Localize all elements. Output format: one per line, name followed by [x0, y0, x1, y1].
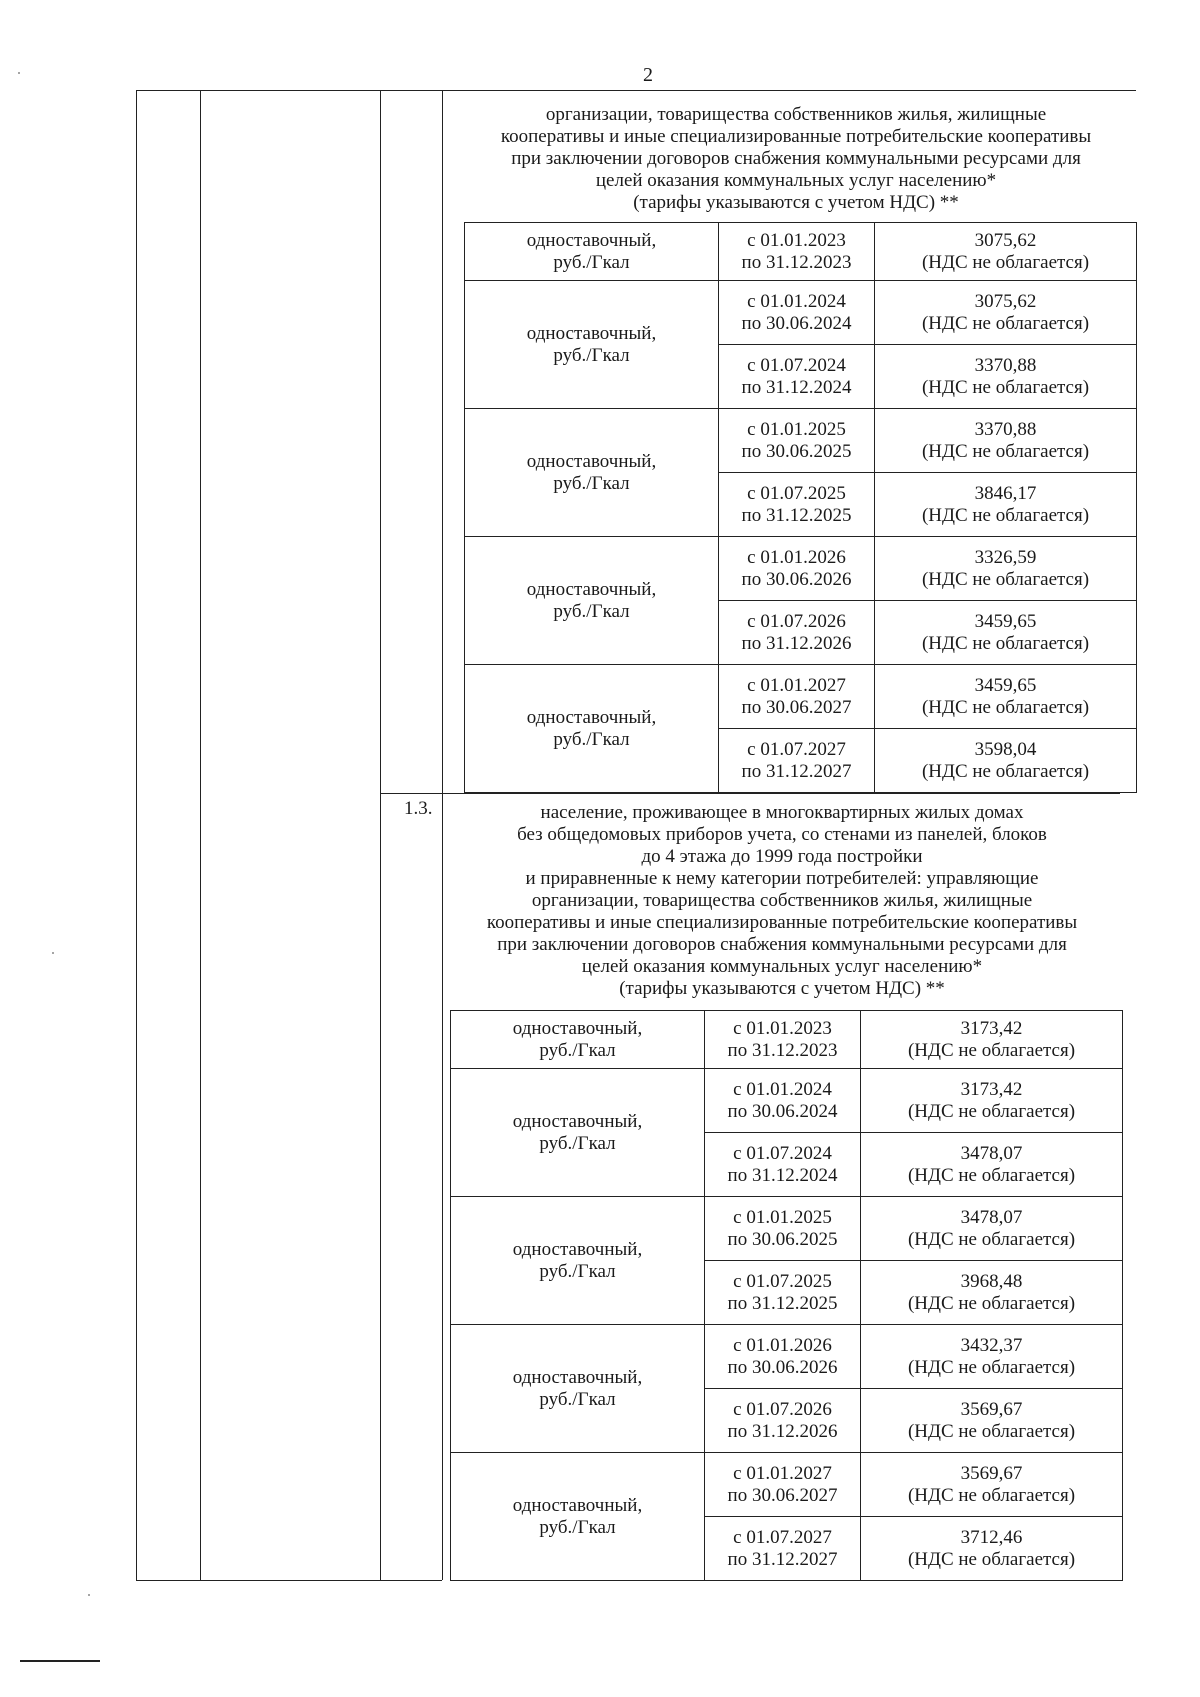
- tariff-value: 3075,62: [974, 229, 1037, 251]
- bottom-rule: [20, 1660, 100, 1662]
- period-from: с 01.01.2026: [747, 546, 846, 568]
- period-to: по 30.06.2027: [727, 1484, 838, 1506]
- heading-line: кооперативы и иные специализированные потребительские кооперативы: [486, 912, 1078, 933]
- period-to: по 31.12.2027: [741, 760, 852, 782]
- heading-line: целей оказания коммунальных услуг населению*: [581, 956, 983, 977]
- table-row: [451, 1325, 1123, 1389]
- period-cell: [719, 537, 875, 601]
- period-from: с 01.01.2023: [747, 229, 846, 251]
- tariff-value-cell: [861, 1197, 1123, 1261]
- tariff-type-line: руб./Гкал: [539, 1260, 616, 1282]
- period-to: по 30.06.2026: [741, 568, 852, 590]
- tariff-value-cell: [861, 1069, 1123, 1133]
- tariff-type-line: руб./Гкал: [539, 1039, 616, 1061]
- period-cell: [719, 665, 875, 729]
- tariff-value-cell: [861, 1389, 1123, 1453]
- period-from: с 01.07.2026: [733, 1398, 832, 1420]
- heading-line: целей оказания коммунальных услуг населению*: [595, 170, 997, 191]
- tariff-type-line: одноставочный,: [512, 1110, 643, 1132]
- heading-line: (тарифы указываются с учетом НДС) **: [633, 192, 959, 213]
- heading-line: организации, товарищества собственников жилья, жилищные: [545, 104, 1047, 125]
- period-cell: [719, 223, 875, 281]
- tariff-type-line: одноставочный,: [512, 1366, 643, 1388]
- vat-note: (НДС не облагается): [907, 1548, 1076, 1570]
- vat-note: (НДС не облагается): [921, 504, 1090, 526]
- tariff-type-line: руб./Гкал: [553, 344, 630, 366]
- tariff-value-cell: [875, 473, 1137, 537]
- tariff-value: 3569,67: [960, 1398, 1023, 1420]
- period-to: по 31.12.2026: [727, 1420, 838, 1442]
- tariff-value-cell: [875, 409, 1137, 473]
- section-heading: [442, 802, 1122, 1000]
- table-row: [465, 665, 1137, 729]
- vat-note: (НДС не облагается): [921, 568, 1090, 590]
- vat-note: (НДС не облагается): [921, 312, 1090, 334]
- period-cell: [705, 1197, 861, 1261]
- period-cell: [705, 1517, 861, 1581]
- table-row: [465, 537, 1137, 601]
- period-cell: [705, 1133, 861, 1197]
- tariff-value: 3968,48: [960, 1270, 1023, 1292]
- tariff-type-line: одноставочный,: [526, 450, 657, 472]
- item-number: 1.3.: [404, 798, 433, 819]
- table-row: [465, 223, 1137, 281]
- heading-line: население, проживающее в многоквартирных жилых домах: [540, 802, 1024, 823]
- tariff-type-line: руб./Гкал: [553, 251, 630, 273]
- tariff-value: 3459,65: [974, 610, 1037, 632]
- tariff-value: 3478,07: [960, 1142, 1023, 1164]
- tariff-type-cell: [465, 223, 719, 281]
- tariff-value-cell: [875, 537, 1137, 601]
- tariff-type-cell: [451, 1011, 705, 1069]
- vat-note: (НДС не облагается): [921, 632, 1090, 654]
- tariff-type-line: одноставочный,: [526, 578, 657, 600]
- tariff-type-line: руб./Гкал: [553, 728, 630, 750]
- period-cell: [705, 1011, 861, 1069]
- period-from: с 01.07.2027: [747, 738, 846, 760]
- period-from: с 01.01.2025: [733, 1206, 832, 1228]
- tariff-value-cell: [861, 1325, 1123, 1389]
- tariff-value-cell: [861, 1517, 1123, 1581]
- tariff-value-cell: [875, 665, 1137, 729]
- period-to: по 31.12.2024: [741, 376, 852, 398]
- period-cell: [719, 409, 875, 473]
- period-cell: [705, 1261, 861, 1325]
- period-cell: [705, 1069, 861, 1133]
- period-cell: [719, 345, 875, 409]
- period-cell: [705, 1389, 861, 1453]
- tariff-type-line: одноставочный,: [526, 706, 657, 728]
- tariff-value: 3075,62: [974, 290, 1037, 312]
- tariff-type-cell: [451, 1325, 705, 1453]
- tariff-type-line: руб./Гкал: [553, 472, 630, 494]
- vat-note: (НДС не облагается): [907, 1420, 1076, 1442]
- tariff-value-cell: [875, 345, 1137, 409]
- period-to: по 31.12.2025: [741, 504, 852, 526]
- section-divider: [380, 793, 1120, 794]
- period-to: по 30.06.2024: [727, 1100, 838, 1122]
- period-to: по 31.12.2027: [727, 1548, 838, 1570]
- vat-note: (НДС не облагается): [921, 760, 1090, 782]
- outer-left-border: [136, 90, 137, 1580]
- tariff-value-cell: [861, 1133, 1123, 1197]
- period-from: с 01.01.2024: [747, 290, 846, 312]
- period-to: по 31.12.2023: [741, 251, 852, 273]
- tariff-value: 3846,17: [974, 482, 1037, 504]
- tariff-value: 3173,42: [960, 1017, 1023, 1039]
- table-row: [451, 1011, 1123, 1069]
- tariff-type-line: руб./Гкал: [553, 600, 630, 622]
- tariff-type-line: руб./Гкал: [539, 1516, 616, 1538]
- tariff-type-cell: [451, 1453, 705, 1581]
- vat-note: (НДС не облагается): [907, 1292, 1076, 1314]
- period-from: с 01.07.2027: [733, 1526, 832, 1548]
- period-to: по 30.06.2025: [727, 1228, 838, 1250]
- tariff-type-cell: [451, 1069, 705, 1197]
- vat-note: (НДС не облагается): [921, 251, 1090, 273]
- period-from: с 01.07.2025: [733, 1270, 832, 1292]
- tariff-value-cell: [861, 1011, 1123, 1069]
- heading-line: при заключении договоров снабжения коммунальными ресурсами для: [497, 934, 1067, 955]
- table-row: [465, 281, 1137, 345]
- tariff-value-cell: [875, 729, 1137, 793]
- period-cell: [705, 1453, 861, 1517]
- vat-note: (НДС не облагается): [907, 1039, 1076, 1061]
- column-divider-2: [380, 90, 381, 1580]
- period-from: с 01.07.2026: [747, 610, 846, 632]
- tariff-value: 3173,42: [960, 1078, 1023, 1100]
- page-number: 2: [643, 64, 653, 86]
- period-cell: [719, 601, 875, 665]
- period-from: с 01.01.2027: [747, 674, 846, 696]
- period-from: с 01.07.2025: [747, 482, 846, 504]
- period-to: по 31.12.2024: [727, 1164, 838, 1186]
- tariff-type-line: одноставочный,: [512, 1017, 643, 1039]
- period-to: по 30.06.2026: [727, 1356, 838, 1378]
- tariff-value: 3370,88: [974, 354, 1037, 376]
- scan-speck: [52, 952, 54, 954]
- table-bottom-border: [136, 1580, 442, 1581]
- tariff-type-cell: [465, 281, 719, 409]
- tariff-type-line: руб./Гкал: [539, 1388, 616, 1410]
- tariff-value-cell: [861, 1261, 1123, 1325]
- column-divider-1: [200, 90, 201, 1580]
- tariff-value-cell: [875, 281, 1137, 345]
- heading-line: организации, товарищества собственников жилья, жилищные: [531, 890, 1033, 911]
- period-to: по 31.12.2026: [741, 632, 852, 654]
- period-to: по 31.12.2025: [727, 1292, 838, 1314]
- vat-note: (НДС не облагается): [907, 1228, 1076, 1250]
- period-from: с 01.01.2024: [733, 1078, 832, 1100]
- tariff-value: 3569,67: [960, 1462, 1023, 1484]
- vat-note: (НДС не облагается): [907, 1164, 1076, 1186]
- tariff-value-cell: [875, 601, 1137, 665]
- tariff-type-cell: [451, 1197, 705, 1325]
- tariff-type-line: одноставочный,: [526, 322, 657, 344]
- tariff-value: 3598,04: [974, 738, 1037, 760]
- tariff-type-line: одноставочный,: [512, 1494, 643, 1516]
- table-row: [451, 1069, 1123, 1133]
- period-from: с 01.01.2026: [733, 1334, 832, 1356]
- section-heading: [456, 104, 1136, 214]
- tariff-value: 3370,88: [974, 418, 1037, 440]
- period-cell: [719, 473, 875, 537]
- period-to: по 31.12.2023: [727, 1039, 838, 1061]
- period-to: по 30.06.2024: [741, 312, 852, 334]
- table-row: [465, 409, 1137, 473]
- period-cell: [705, 1325, 861, 1389]
- scan-speck: [88, 1594, 90, 1596]
- tariff-value: 3459,65: [974, 674, 1037, 696]
- tariff-value: 3712,46: [960, 1526, 1023, 1548]
- vat-note: (НДС не облагается): [907, 1100, 1076, 1122]
- period-from: с 01.01.2023: [733, 1017, 832, 1039]
- heading-line: (тарифы указываются с учетом НДС) **: [619, 978, 945, 999]
- tariff-value-cell: [875, 223, 1137, 281]
- heading-line: при заключении договоров снабжения коммунальными ресурсами для: [511, 148, 1081, 169]
- period-cell: [719, 281, 875, 345]
- period-to: по 30.06.2025: [741, 440, 852, 462]
- vat-note: (НДС не облагается): [921, 440, 1090, 462]
- tariff-type-line: одноставочный,: [526, 229, 657, 251]
- vat-note: (НДС не облагается): [921, 696, 1090, 718]
- heading-line: кооперативы и иные специализированные потребительские кооперативы: [500, 126, 1092, 147]
- scan-speck: [18, 72, 20, 74]
- table-row: [451, 1453, 1123, 1517]
- period-from: с 01.01.2025: [747, 418, 846, 440]
- period-cell: [719, 729, 875, 793]
- period-from: с 01.07.2024: [733, 1142, 832, 1164]
- tariff-type-line: одноставочный,: [512, 1238, 643, 1260]
- period-from: с 01.07.2024: [747, 354, 846, 376]
- tariff-type-cell: [465, 409, 719, 537]
- tariff-type-line: руб./Гкал: [539, 1132, 616, 1154]
- tariff-table: [450, 1010, 1123, 1581]
- table-top-border: [136, 90, 1136, 91]
- tariff-value: 3432,37: [960, 1334, 1023, 1356]
- heading-line: до 4 этажа до 1999 года постройки: [641, 846, 923, 867]
- tariff-value: 3478,07: [960, 1206, 1023, 1228]
- period-from: с 01.01.2027: [733, 1462, 832, 1484]
- vat-note: (НДС не облагается): [907, 1484, 1076, 1506]
- tariff-value-cell: [861, 1453, 1123, 1517]
- table-row: [451, 1197, 1123, 1261]
- tariff-type-cell: [465, 665, 719, 793]
- tariff-type-cell: [465, 537, 719, 665]
- tariff-table: [464, 222, 1137, 793]
- heading-line: и приравненные к нему категории потребителей: управляющие: [525, 868, 1039, 889]
- vat-note: (НДС не облагается): [921, 376, 1090, 398]
- tariff-value: 3326,59: [974, 546, 1037, 568]
- vat-note: (НДС не облагается): [907, 1356, 1076, 1378]
- period-to: по 30.06.2027: [741, 696, 852, 718]
- heading-line: без общедомовых приборов учета, со стенами из панелей, блоков: [517, 824, 1047, 845]
